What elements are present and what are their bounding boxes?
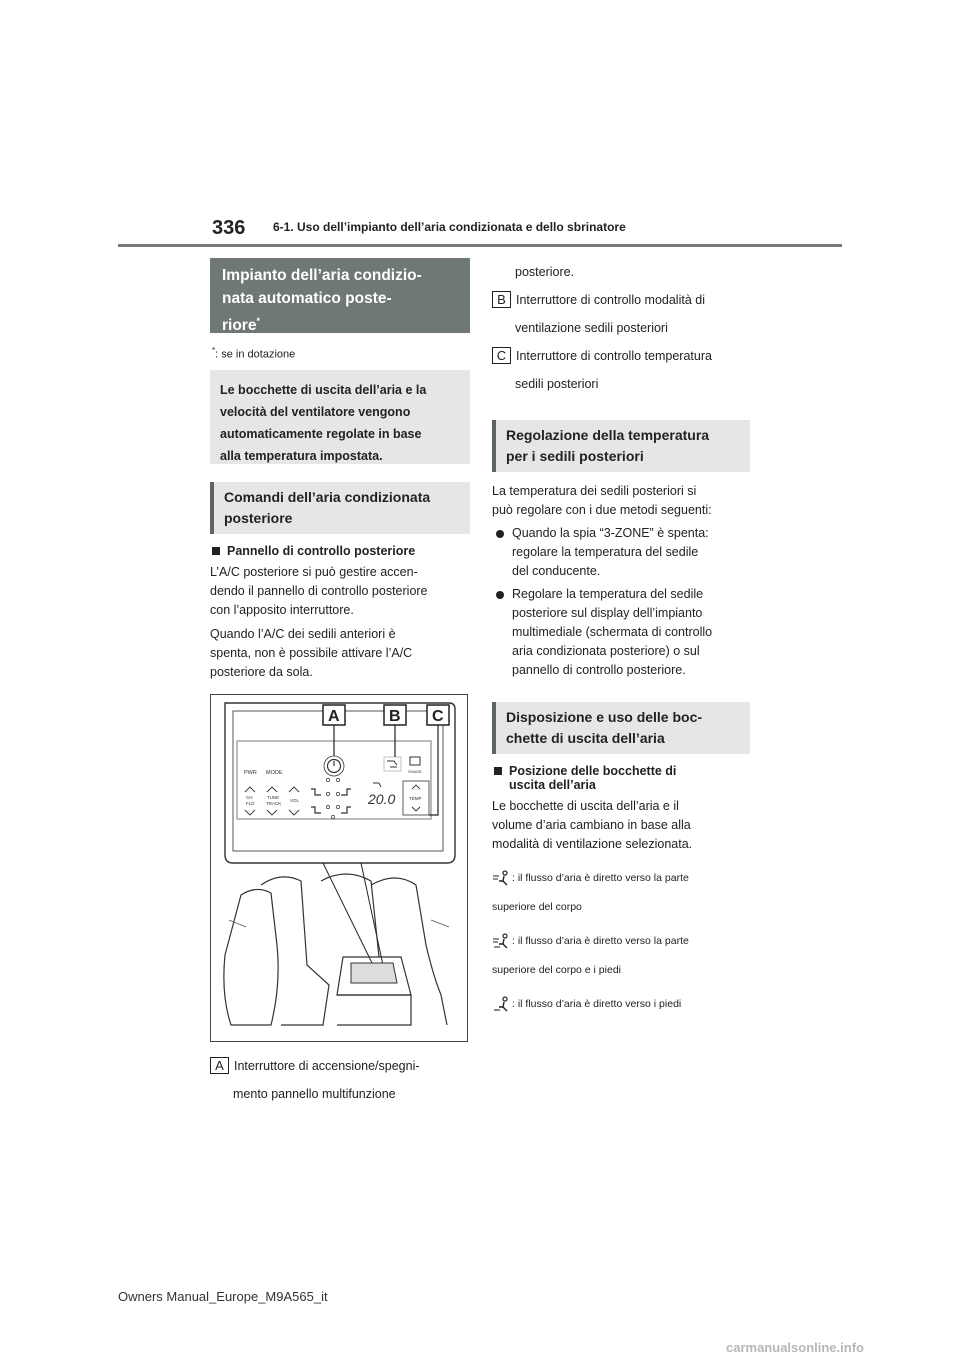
badge-a: A (210, 1057, 229, 1074)
legend-a-line-1: Interruttore di accensione/spegni- (234, 1058, 420, 1073)
paragraph-2: Quando l’A/C dei sedili anteriori è spenta, non è possibile attivare l’A/C posteriore da sola. (210, 626, 413, 679)
airflow-bilevel-icon (492, 933, 510, 949)
bullet-1: Quando la spia “3-ZONE” è spenta: regolare la temperatura del sedile del conducente. (492, 524, 750, 581)
legend-b-line-2: ventilazione sedili posteriori (515, 321, 668, 335)
track-label: TRACK (266, 800, 282, 806)
summary-line-1: Le bocchette di uscita dell’aria e la (220, 382, 427, 397)
section-head-line-2: posteriore (224, 509, 293, 526)
temp-label: TEMP (409, 795, 422, 801)
legend-a-continuation: posteriore. (515, 265, 575, 279)
title-star: * (256, 316, 260, 326)
summary-line-3: automaticamente regolate in base (220, 426, 422, 441)
watermark: carmanualsonline.info (726, 1340, 864, 1355)
right-column (492, 258, 750, 1012)
temp-value: 20.0 (368, 790, 396, 807)
pwr-label: PWR (244, 769, 257, 776)
sub-head-pannello: Pannello di controllo posteriore (210, 544, 470, 558)
section-head-disposizione: Disposizione e uso delle boc- chette di uscita dell’aria (492, 702, 750, 754)
legend-a-line-2: mento pannello multifunzione (233, 1086, 396, 1101)
badge-c: C (492, 347, 511, 364)
vol-label: VOL (290, 797, 300, 803)
footnote-text: : se in dotazione (215, 348, 296, 361)
title-line-1: Impianto dell’aria condizio- (222, 267, 422, 284)
section-head-line-1: Comandi dell’aria condizionata (224, 488, 431, 505)
footer-manual-id: Owners Manual_Europe_M9A565_it (118, 1289, 328, 1304)
summary-line-4: alla temperatura impostata. (220, 448, 383, 463)
mode-label: MODE (266, 769, 283, 776)
mode-upper-body-feet-cont: superiore del corpo e i piedi (492, 964, 621, 976)
bullet-dot-icon (496, 591, 504, 599)
bullet-dot-icon (496, 530, 504, 538)
left-column (210, 258, 470, 1108)
fld-label: FLD (246, 800, 255, 806)
mode-upper-body-feet: : il flusso d’aria è diretto verso la parte (492, 933, 750, 949)
section-head-comandi (210, 482, 470, 534)
legend-c-line-2: sedili posteriori (515, 377, 599, 391)
summary-line-2: velocità del ventilatore vengono (220, 404, 411, 419)
sub-head-posizione: Posizione delle bocchette di uscita dell’aria (492, 764, 750, 792)
page-number: 336 (212, 217, 246, 239)
title-box (210, 258, 470, 333)
callout-c: C (432, 707, 444, 725)
title-line-2: nata automatico poste- (222, 290, 392, 307)
footnote (212, 346, 470, 361)
tune-label: TUNE (267, 794, 280, 800)
section-head-regolazione: Regolazione della temperatura per i sedili posteriori (492, 420, 750, 472)
mode-feet: : il flusso d’aria è diretto verso i piedi (492, 996, 750, 1012)
control-panel-illustration (211, 695, 469, 1043)
bullet-2: Regolare la temperatura del sedile posteriore sul display dell’impianto multimediale (schermata di controllo aria condizionata posteriore) o sul pannello di controllo posteriore. (492, 585, 750, 680)
legend-c-line-1: Interruttore di controllo temperatura (516, 349, 712, 363)
paragraph-regolazione: La temperatura dei sedili posteriori si può regolare con i due metodi seguenti: (492, 484, 712, 517)
badge-b: B (492, 291, 511, 308)
airflow-upper-icon (492, 870, 510, 886)
airflow-feet-icon (492, 996, 510, 1012)
square-bullet-icon (212, 547, 220, 555)
callout-a: A (328, 707, 340, 725)
paragraph-1: L’A/C posteriore si può gestire accen- dendo il pannello di controllo posteriore con l’apposito interruttore. (210, 564, 428, 617)
header-rule (118, 244, 842, 247)
title-line-3: riore* (222, 316, 260, 335)
square-bullet-icon (494, 767, 502, 775)
mode-upper-body-cont: superiore del corpo (492, 901, 582, 913)
shade-label: SHADE (408, 768, 422, 774)
paragraph-bocchette: Le bocchette di uscita dell’aria e il volume d’aria cambiano in base alla modalità di ventilazione selezionata. (492, 799, 693, 851)
ch-label: CH (246, 794, 253, 800)
chapter-title: 6-1. Uso dell’impianto dell’aria condizionata e dello sbrinatore (273, 220, 626, 234)
legend-b-line-1: Interruttore di controllo modalità di (516, 293, 705, 307)
legend-b (492, 286, 750, 314)
legend-a (210, 1052, 470, 1080)
summary-box (210, 370, 470, 464)
legend-c (492, 342, 750, 370)
control-panel-figure (210, 694, 468, 1042)
footnote-star: * (212, 346, 216, 355)
mode-upper-body: : il flusso d’aria è diretto verso la parte (492, 870, 750, 886)
callout-b: B (389, 707, 401, 725)
